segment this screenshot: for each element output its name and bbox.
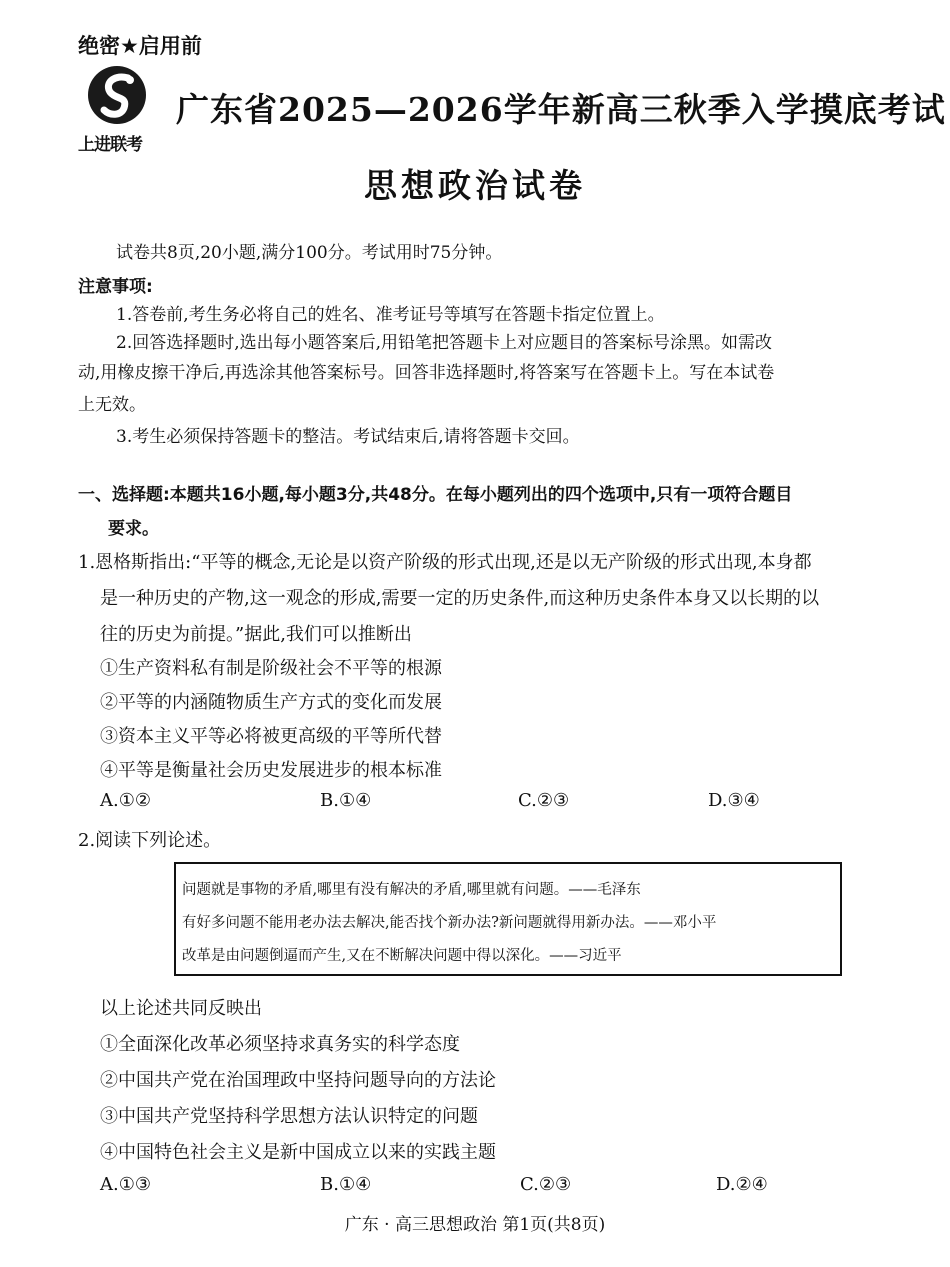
note-2-line-2: 动,用橡皮擦干净后,再选涂其他答案标号。回答非选择题时,将答案写在答题卡上。写在本试卷 [78,363,775,383]
q1-statement-4: ④平等是衡量社会历史发展进步的根本标准 [100,760,442,781]
q1-stem-line-3: 往的历史为前提。”据此,我们可以推断出 [100,624,412,645]
q2-stem: 2.阅读下列论述。 [78,830,222,851]
q2-statement-2: ②中国共产党在治国理政中坚持问题导向的方法论 [100,1070,496,1091]
q2-statement-3: ③中国共产党坚持科学思想方法认识特定的问题 [100,1106,478,1127]
q1-option-c[interactable]: C.②③ [518,790,570,811]
q2-statement-1: ①全面深化改革必须坚持求真务实的科学态度 [100,1034,460,1055]
note-3: 3.考生必须保持答题卡的整洁。考试结束后,请将答题卡交回。 [116,427,580,447]
confidential-label: 绝密★启用前 [78,34,202,58]
quote-mao: 问题就是事物的矛盾,哪里有没有解决的矛盾,哪里就有问题。——毛泽东 [182,882,641,898]
logo-text: 上进联考 [78,135,142,155]
page-footer: 广东 · 高三思想政治 第1页(共8页) [344,1215,606,1235]
q1-statement-1: ①生产资料私有制是阶级社会不平等的根源 [100,658,442,679]
note-2-line-3: 上无效。 [78,395,146,415]
q1-option-d[interactable]: D.③④ [708,790,760,811]
note-1: 1.答卷前,考生务必将自己的姓名、准考证号等填写在答题卡指定位置上。 [116,305,665,325]
q1-stem-line-1: 1.恩格斯指出:“平等的概念,无论是以资产阶级的形式出现,还是以无产阶级的形式出现,本身都 [78,552,812,573]
q2-lead: 以上论述共同反映出 [100,998,262,1019]
logo-emblem-icon [88,66,146,124]
q2-option-d[interactable]: D.②④ [716,1174,768,1195]
note-2-line-1: 2.回答选择题时,选出每小题答案后,用铅笔把答题卡上对应题目的答案标号涂黑。如需改 [116,333,773,353]
notes-heading: 注意事项: [78,277,153,297]
quote-xi: 改革是由问题倒逼而产生,又在不断解决问题中得以深化。——习近平 [182,948,622,964]
q2-option-a[interactable]: A.①③ [100,1174,151,1195]
q1-statement-3: ③资本主义平等必将被更高级的平等所代替 [100,726,442,747]
quote-deng: 有好多问题不能用老办法去解决,能否找个新办法?新问题就得用新办法。——邓小平 [182,915,717,931]
q1-option-b[interactable]: B.①④ [320,790,372,811]
q1-option-a[interactable]: A.①② [100,790,151,811]
publisher-logo [78,66,158,156]
exam-info: 试卷共8页,20小题,满分100分。考试用时75分钟。 [116,243,503,263]
q2-option-c[interactable]: C.②③ [520,1174,572,1195]
q2-statement-4: ④中国特色社会主义是新中国成立以来的实践主题 [100,1142,496,1163]
q1-statement-2: ②平等的内涵随物质生产方式的变化而发展 [100,692,442,713]
quote-box [174,862,842,976]
q2-option-b[interactable]: B.①④ [320,1174,372,1195]
subject-title: 思想政治试卷 [364,166,586,205]
q1-stem-line-2: 是一种历史的产物,这一观念的形成,需要一定的历史条件,而这种历史条件本身又以长期的以 [100,588,820,609]
section-1-heading-cont: 要求。 [108,519,159,539]
section-1-heading: 一、选择题:本题共16小题,每小题3分,共48分。在每小题列出的四个选项中,只有一项符合题目 [78,485,793,505]
exam-title: 广东省2025—2026学年新高三秋季入学摸底考试 [176,90,946,129]
